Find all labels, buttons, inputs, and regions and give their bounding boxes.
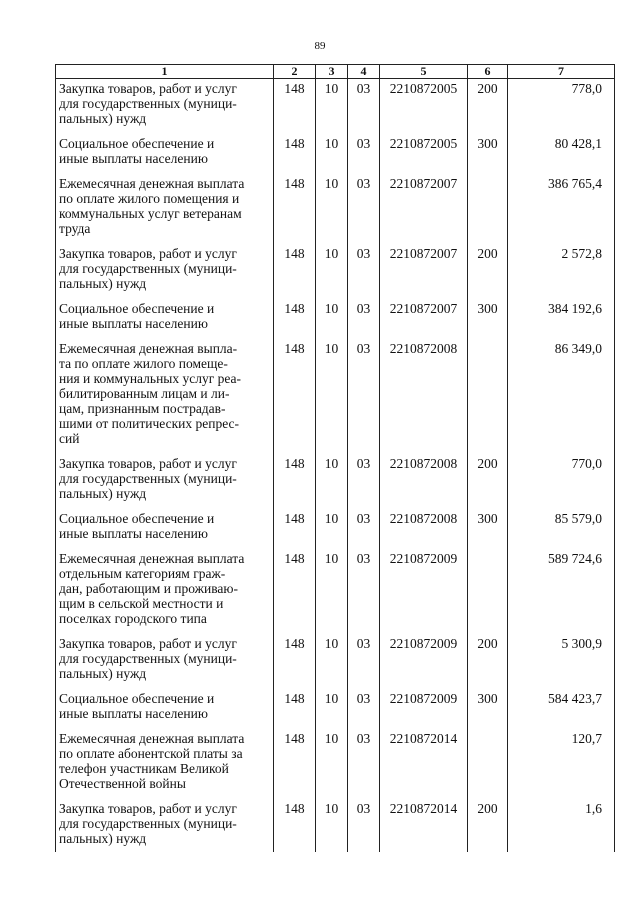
column-header-7: 7 (508, 65, 615, 79)
amount-cell: 386 765,4 (508, 174, 615, 236)
chapter-code-cell: 10 (316, 689, 348, 721)
section-code-cell: 148 (274, 549, 316, 626)
spacer-cell (316, 721, 348, 729)
spacer-cell (468, 291, 508, 299)
name-cell (56, 454, 274, 501)
spacer-cell (508, 126, 615, 134)
row-spacer (56, 681, 615, 689)
spacer-cell (56, 721, 274, 729)
spacer-cell (316, 291, 348, 299)
spacer-cell (56, 501, 274, 509)
item-name: Социальное обеспечение и иные выплаты населению (59, 136, 215, 166)
item-name: Закупка товаров, работ и услуг для государственных (муници- пальных) нужд (59, 456, 237, 501)
chapter-code-cell: 10 (316, 339, 348, 446)
chapter-code-cell: 10 (316, 244, 348, 291)
section-code-cell: 148 (274, 174, 316, 236)
target-article-code-cell: 2210872008 (380, 339, 468, 446)
expense-type-code-cell (468, 549, 508, 626)
subsection-code-cell: 03 (348, 509, 380, 541)
spacer-cell (56, 166, 274, 174)
spacer-cell (316, 541, 348, 549)
expense-type-code-cell: 300 (468, 509, 508, 541)
section-code-cell: 148 (274, 134, 316, 166)
expense-type-code-cell (468, 729, 508, 791)
target-article-code-cell: 2210872005 (380, 79, 468, 127)
column-header-6: 6 (468, 65, 508, 79)
spacer-cell (468, 541, 508, 549)
spacer-cell (468, 791, 508, 799)
subsection-code-cell: 03 (348, 689, 380, 721)
spacer-cell (468, 721, 508, 729)
subsection-code-cell: 03 (348, 244, 380, 291)
section-code-cell: 148 (274, 799, 316, 852)
spacer-cell (274, 331, 316, 339)
spacer-cell (56, 681, 274, 689)
row-spacer (56, 541, 615, 549)
target-article-code-cell: 2210872008 (380, 454, 468, 501)
expense-type-code-cell: 200 (468, 244, 508, 291)
spacer-cell (508, 331, 615, 339)
target-article-code-cell: 2210872005 (380, 134, 468, 166)
target-article-code-cell: 2210872007 (380, 299, 468, 331)
name-cell (56, 549, 274, 626)
amount-cell: 584 423,7 (508, 689, 615, 721)
table-row (56, 454, 615, 501)
spacer-cell (316, 166, 348, 174)
table-row (56, 549, 615, 626)
spacer-cell (316, 126, 348, 134)
table-row (56, 244, 615, 291)
header-row (56, 65, 615, 79)
name-cell (56, 174, 274, 236)
section-code-cell: 148 (274, 79, 316, 127)
spacer-cell (380, 626, 468, 634)
row-spacer (56, 166, 615, 174)
target-article-code-cell: 2210872009 (380, 549, 468, 626)
spacer-cell (508, 791, 615, 799)
section-code-cell: 148 (274, 509, 316, 541)
amount-cell: 85 579,0 (508, 509, 615, 541)
chapter-code-cell: 10 (316, 729, 348, 791)
section-code-cell: 148 (274, 454, 316, 501)
chapter-code-cell: 10 (316, 454, 348, 501)
row-spacer (56, 236, 615, 244)
name-cell (56, 299, 274, 331)
chapter-code-cell: 10 (316, 299, 348, 331)
subsection-code-cell: 03 (348, 729, 380, 791)
spacer-cell (380, 236, 468, 244)
spacer-cell (380, 166, 468, 174)
target-article-code-cell: 2210872014 (380, 799, 468, 852)
chapter-code-cell: 10 (316, 134, 348, 166)
spacer-cell (380, 681, 468, 689)
subsection-code-cell: 03 (348, 549, 380, 626)
spacer-cell (274, 166, 316, 174)
page-number: 89 (314, 40, 326, 52)
table-row (56, 634, 615, 681)
chapter-code-cell: 10 (316, 549, 348, 626)
spacer-cell (380, 291, 468, 299)
target-article-code-cell: 2210872007 (380, 244, 468, 291)
subsection-code-cell: 03 (348, 134, 380, 166)
spacer-cell (468, 126, 508, 134)
spacer-cell (508, 681, 615, 689)
amount-cell: 1,6 (508, 799, 615, 852)
column-header-3: 3 (316, 65, 348, 79)
spacer-cell (508, 236, 615, 244)
spacer-cell (508, 721, 615, 729)
spacer-cell (348, 681, 380, 689)
spacer-cell (348, 126, 380, 134)
expense-type-code-cell: 300 (468, 689, 508, 721)
name-cell (56, 689, 274, 721)
spacer-cell (316, 791, 348, 799)
row-spacer (56, 291, 615, 299)
name-cell (56, 509, 274, 541)
expense-type-code-cell: 200 (468, 79, 508, 127)
chapter-code-cell: 10 (316, 174, 348, 236)
spacer-cell (508, 501, 615, 509)
spacer-cell (380, 721, 468, 729)
section-code-cell: 148 (274, 244, 316, 291)
row-spacer (56, 791, 615, 799)
table-row (56, 689, 615, 721)
spacer-cell (348, 501, 380, 509)
spacer-cell (348, 446, 380, 454)
spacer-cell (468, 501, 508, 509)
section-code-cell: 148 (274, 634, 316, 681)
spacer-cell (468, 681, 508, 689)
table-row (56, 134, 615, 166)
spacer-cell (56, 291, 274, 299)
table-row (56, 799, 615, 852)
item-name: Социальное обеспечение и иные выплаты населению (59, 301, 215, 331)
spacer-cell (316, 446, 348, 454)
amount-cell: 86 349,0 (508, 339, 615, 446)
name-cell (56, 634, 274, 681)
spacer-cell (380, 126, 468, 134)
name-cell (56, 79, 274, 127)
row-spacer (56, 721, 615, 729)
expense-type-code-cell: 300 (468, 134, 508, 166)
item-name: Социальное обеспечение и иные выплаты населению (59, 691, 215, 721)
section-code-cell: 148 (274, 689, 316, 721)
target-article-code-cell: 2210872009 (380, 634, 468, 681)
amount-cell: 80 428,1 (508, 134, 615, 166)
column-header-5: 5 (380, 65, 468, 79)
spacer-cell (56, 791, 274, 799)
spacer-cell (348, 291, 380, 299)
spacer-cell (348, 626, 380, 634)
spacer-cell (274, 541, 316, 549)
row-spacer (56, 331, 615, 339)
item-name: Ежемесячная денежная выплата отдельным категориям граж- дан, работающим и проживаю- щим в сельской местности и поселках городского типа (59, 551, 245, 626)
item-name: Закупка товаров, работ и услуг для государственных (муници- пальных) нужд (59, 801, 237, 846)
row-spacer (56, 126, 615, 134)
spacer-cell (348, 541, 380, 549)
column-header-4: 4 (348, 65, 380, 79)
spacer-cell (508, 626, 615, 634)
amount-cell: 120,7 (508, 729, 615, 791)
item-name: Ежемесячная денежная выплата по оплате жилого помещения и коммунальных услуг ветеранам труда (59, 176, 245, 236)
spacer-cell (56, 126, 274, 134)
column-header-2: 2 (274, 65, 316, 79)
spacer-cell (56, 446, 274, 454)
item-name: Закупка товаров, работ и услуг для государственных (муници- пальных) нужд (59, 636, 237, 681)
expense-type-code-cell: 200 (468, 454, 508, 501)
expense-type-code-cell (468, 339, 508, 446)
spacer-cell (348, 791, 380, 799)
section-code-cell: 148 (274, 339, 316, 446)
spacer-cell (508, 291, 615, 299)
spacer-cell (274, 126, 316, 134)
item-name: Социальное обеспечение и иные выплаты населению (59, 511, 215, 541)
table-row (56, 174, 615, 236)
spacer-cell (316, 626, 348, 634)
spacer-cell (274, 501, 316, 509)
spacer-cell (56, 626, 274, 634)
table-row (56, 509, 615, 541)
chapter-code-cell: 10 (316, 509, 348, 541)
spacer-cell (468, 236, 508, 244)
subsection-code-cell: 03 (348, 454, 380, 501)
subsection-code-cell: 03 (348, 79, 380, 127)
expense-type-code-cell: 300 (468, 299, 508, 331)
spacer-cell (468, 331, 508, 339)
chapter-code-cell: 10 (316, 799, 348, 852)
amount-cell: 778,0 (508, 79, 615, 127)
spacer-cell (348, 236, 380, 244)
target-article-code-cell: 2210872014 (380, 729, 468, 791)
section-code-cell: 148 (274, 299, 316, 331)
spacer-cell (316, 501, 348, 509)
table-row (56, 729, 615, 791)
spacer-cell (56, 541, 274, 549)
subsection-code-cell: 03 (348, 799, 380, 852)
table-row (56, 299, 615, 331)
spacer-cell (380, 446, 468, 454)
spacer-cell (468, 446, 508, 454)
spacer-cell (274, 291, 316, 299)
spacer-cell (508, 166, 615, 174)
name-cell (56, 244, 274, 291)
spacer-cell (56, 236, 274, 244)
spacer-cell (468, 166, 508, 174)
spacer-cell (468, 626, 508, 634)
spacer-cell (348, 721, 380, 729)
spacer-cell (316, 681, 348, 689)
amount-cell: 5 300,9 (508, 634, 615, 681)
spacer-cell (274, 446, 316, 454)
name-cell (56, 134, 274, 166)
item-name: Ежемесячная денежная выплата по оплате абонентской платы за телефон участникам Великой Отечественной войны (59, 731, 245, 791)
spacer-cell (274, 721, 316, 729)
budget-table (55, 64, 615, 852)
expense-type-code-cell: 200 (468, 799, 508, 852)
section-code-cell: 148 (274, 729, 316, 791)
target-article-code-cell: 2210872007 (380, 174, 468, 236)
spacer-cell (274, 236, 316, 244)
subsection-code-cell: 03 (348, 339, 380, 446)
amount-cell: 589 724,6 (508, 549, 615, 626)
spacer-cell (508, 446, 615, 454)
spacer-cell (348, 166, 380, 174)
spacer-cell (380, 501, 468, 509)
expense-type-code-cell (468, 174, 508, 236)
spacer-cell (316, 331, 348, 339)
name-cell (56, 729, 274, 791)
spacer-cell (380, 331, 468, 339)
expense-type-code-cell: 200 (468, 634, 508, 681)
target-article-code-cell: 2210872009 (380, 689, 468, 721)
item-name: Закупка товаров, работ и услуг для государственных (муници- пальных) нужд (59, 246, 237, 291)
amount-cell: 770,0 (508, 454, 615, 501)
subsection-code-cell: 03 (348, 634, 380, 681)
spacer-cell (274, 791, 316, 799)
spacer-cell (348, 331, 380, 339)
subsection-code-cell: 03 (348, 299, 380, 331)
amount-cell: 2 572,8 (508, 244, 615, 291)
name-cell (56, 799, 274, 852)
target-article-code-cell: 2210872008 (380, 509, 468, 541)
name-cell (56, 339, 274, 446)
spacer-cell (508, 541, 615, 549)
spacer-cell (274, 681, 316, 689)
spacer-cell (56, 331, 274, 339)
spacer-cell (274, 626, 316, 634)
item-name: Ежемесячная денежная выпла- та по оплате жилого помеще- ния и коммунальных услуг реа- билитированным лицам и ли- цам, признанным пострадав- шими от политических репрес- сий (59, 341, 242, 446)
chapter-code-cell: 10 (316, 634, 348, 681)
chapter-code-cell: 10 (316, 79, 348, 127)
item-name: Закупка товаров, работ и услуг для государственных (муници- пальных) нужд (59, 81, 237, 126)
column-header-1: 1 (56, 65, 274, 79)
amount-cell: 384 192,6 (508, 299, 615, 331)
subsection-code-cell: 03 (348, 174, 380, 236)
row-spacer (56, 501, 615, 509)
spacer-cell (380, 541, 468, 549)
row-spacer (56, 626, 615, 634)
spacer-cell (316, 236, 348, 244)
row-spacer (56, 446, 615, 454)
table-row (56, 79, 615, 127)
spacer-cell (380, 791, 468, 799)
table-row (56, 339, 615, 446)
